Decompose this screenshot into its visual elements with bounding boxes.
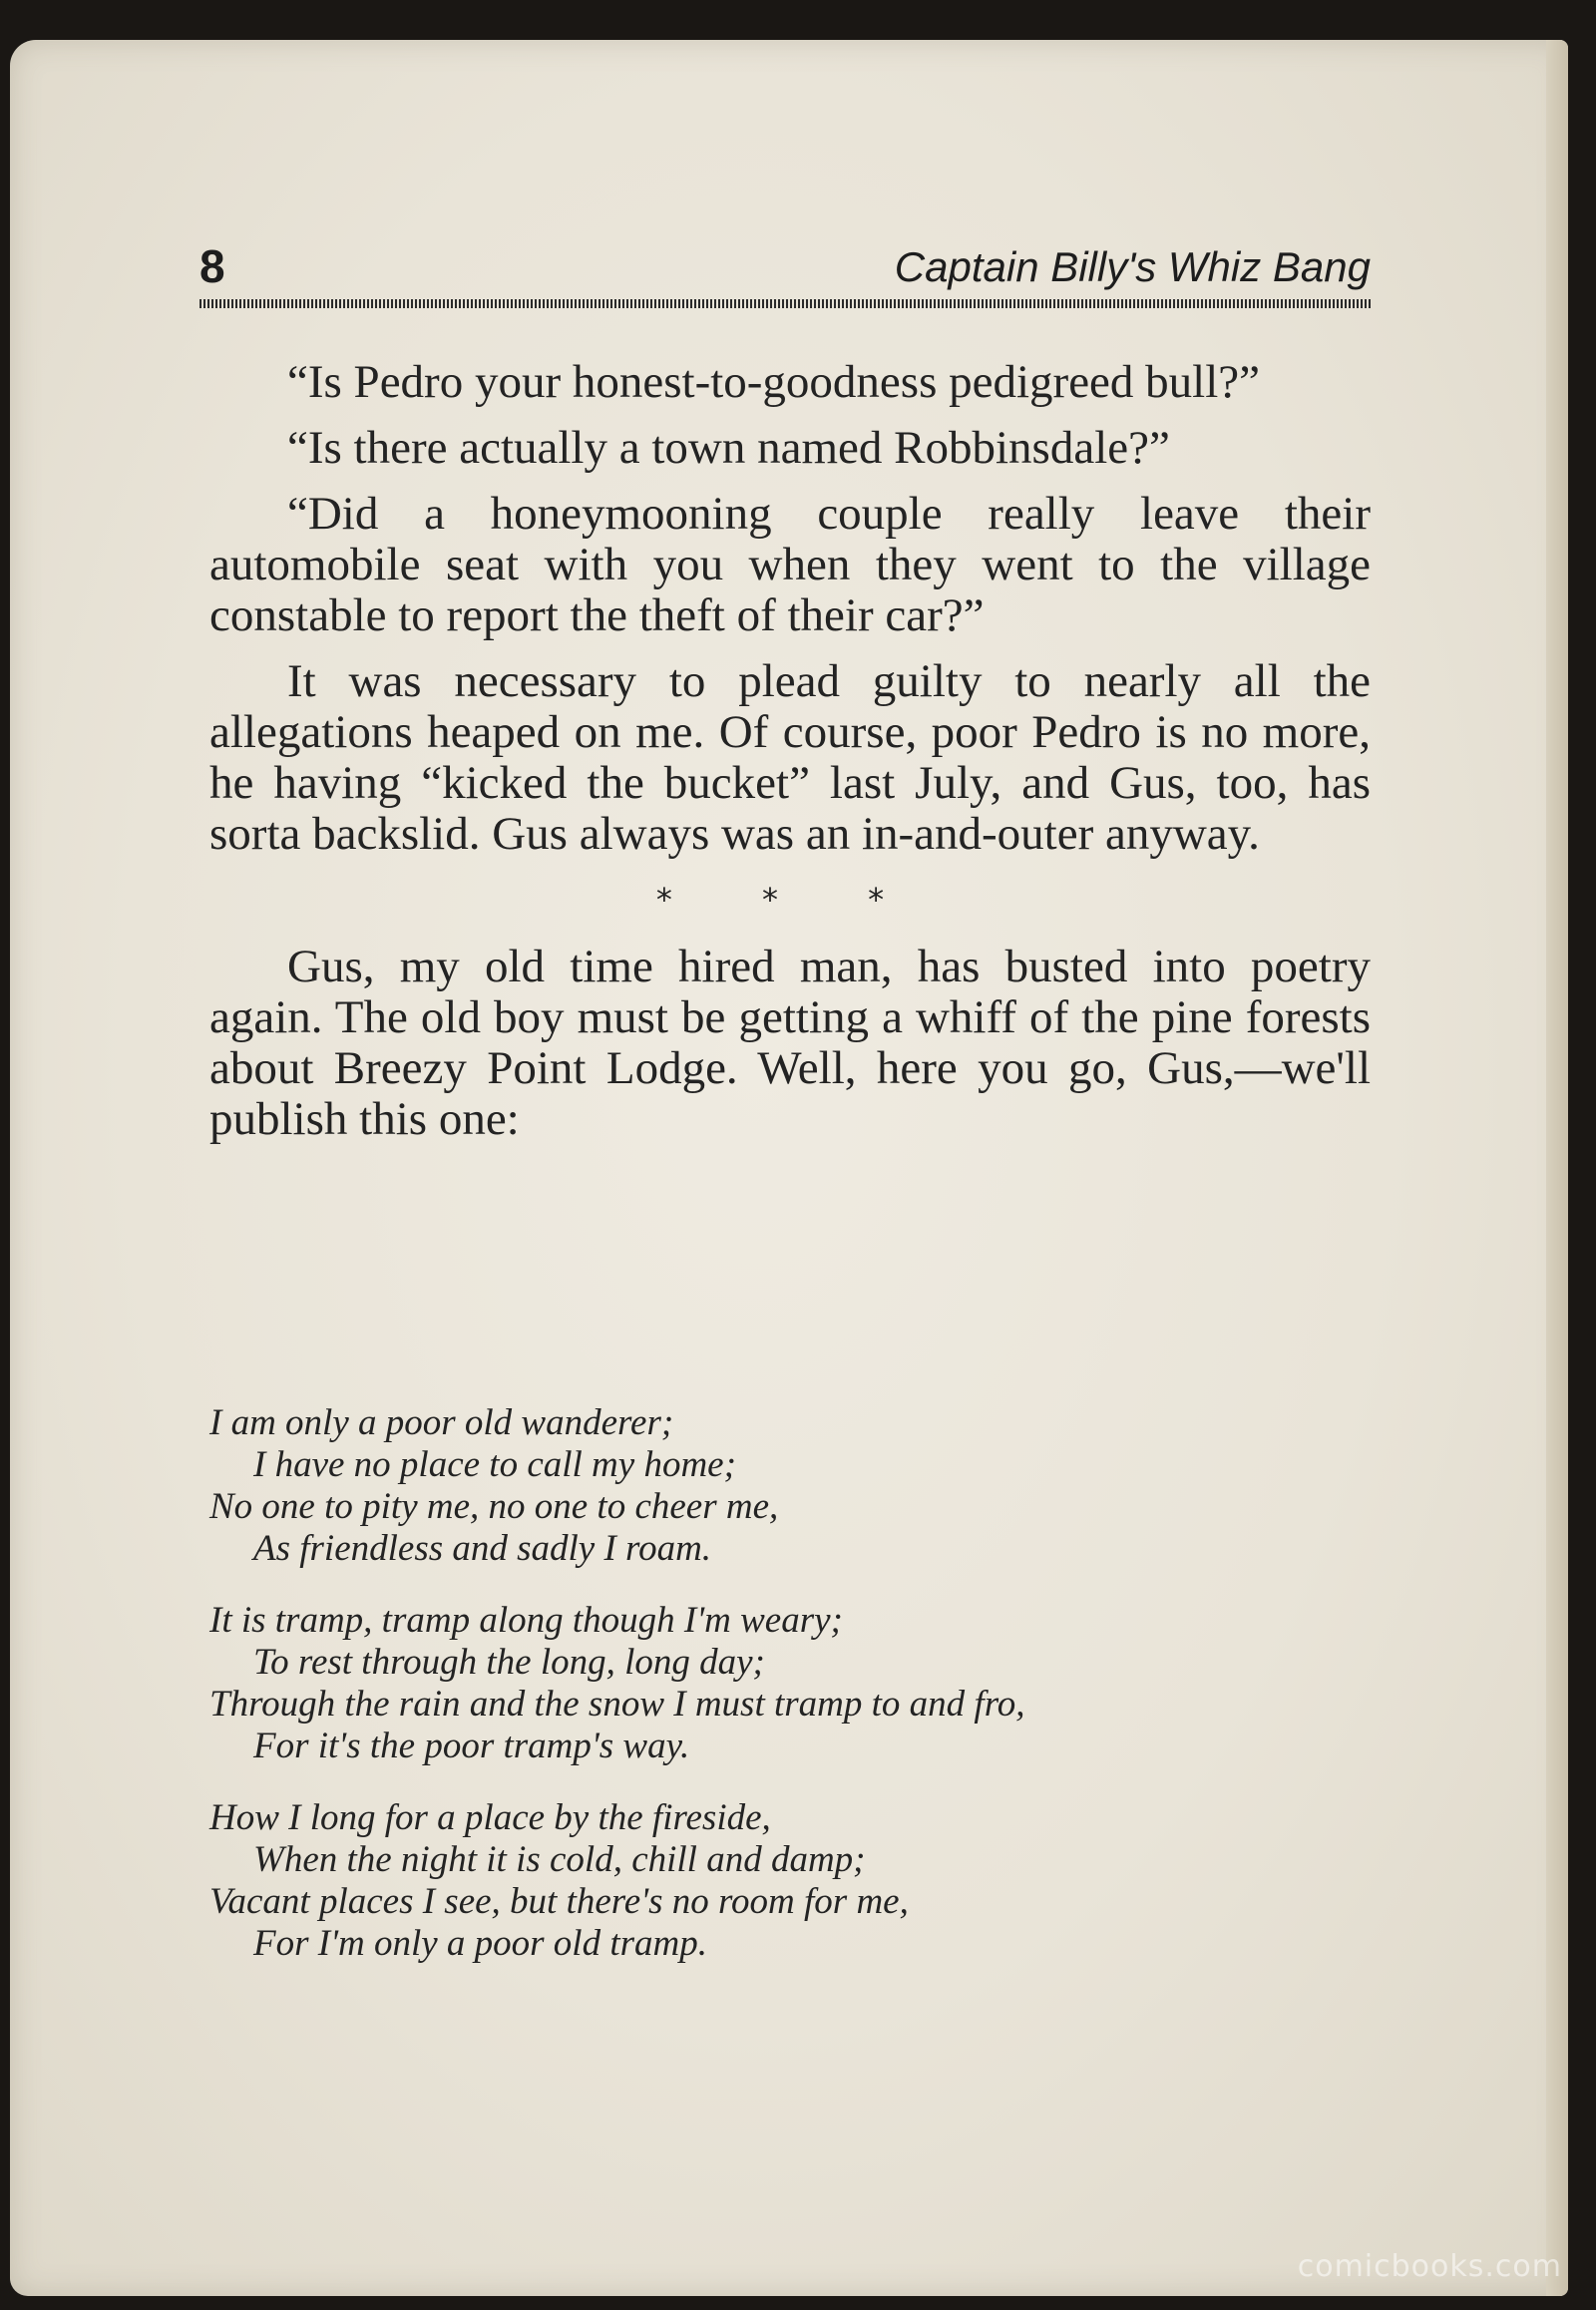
magazine-page (10, 40, 1568, 2296)
poem-stanza-1 (209, 1402, 1371, 1570)
poem-line: When the night it is cold, chill and damp; (253, 1839, 866, 1880)
paragraph-4: It was necessary to plead guilty to nearly all the allegations heaped on me. Of course, poor Pedro is no more, he having “kicked the bucket” last July, and Gus, too, has sorta backslid. Gus always was an in-and-outer anyway. (209, 655, 1371, 860)
poem-line: It is tramp, tramp along though I'm weary; (209, 1600, 843, 1641)
poem (209, 1402, 1371, 1995)
article-body (209, 357, 1371, 1160)
poem-line: For it's the poor tramp's way. (253, 1726, 690, 1766)
poem-line: How I long for a place by the fireside, (209, 1797, 771, 1838)
paragraph-2: “Is there actually a town named Robbinsdale?” (287, 422, 1170, 474)
poem-line: As friendless and sadly I roam. (253, 1528, 712, 1569)
paragraph-1: “Is Pedro your honest-to-goodness pedigreed bull?” (287, 356, 1260, 408)
running-title: Captain Billy's Whiz Bang (894, 243, 1371, 290)
header-rule (200, 299, 1371, 308)
poem-stanza-3 (209, 1797, 1371, 1965)
poem-line: I have no place to call my home; (253, 1444, 736, 1485)
poem-stanza-2 (209, 1600, 1371, 1767)
paragraph-3: “Did a honeymooning couple really leave their automobile seat with you when they went to the village constable to report the theft of their car?” (209, 488, 1371, 641)
poem-line: To rest through the long, long day; (253, 1642, 765, 1683)
poem-line: No one to pity me, no one to cheer me, (209, 1486, 779, 1527)
page-spine (1546, 40, 1568, 2296)
page-number: 8 (200, 240, 225, 292)
page-header (200, 239, 1371, 299)
site-watermark: comicbooks.com (1297, 2249, 1562, 2284)
poem-line: I am only a poor old wanderer; (209, 1402, 674, 1443)
intro-paragraph: Gus, my old time hired man, has busted into poetry again. The old boy must be getting a whiff of the pine forests about Breezy Point Lodge. Well, here you go, Gus,—we'll publish this one: (209, 941, 1371, 1145)
poem-line: Through the rain and the snow I must tramp to and fro, (209, 1684, 1025, 1725)
poem-line: For I'm only a poor old tramp. (253, 1923, 707, 1964)
section-separator: * * * (655, 881, 925, 919)
poem-line: Vacant places I see, but there's no room for me, (209, 1881, 909, 1922)
